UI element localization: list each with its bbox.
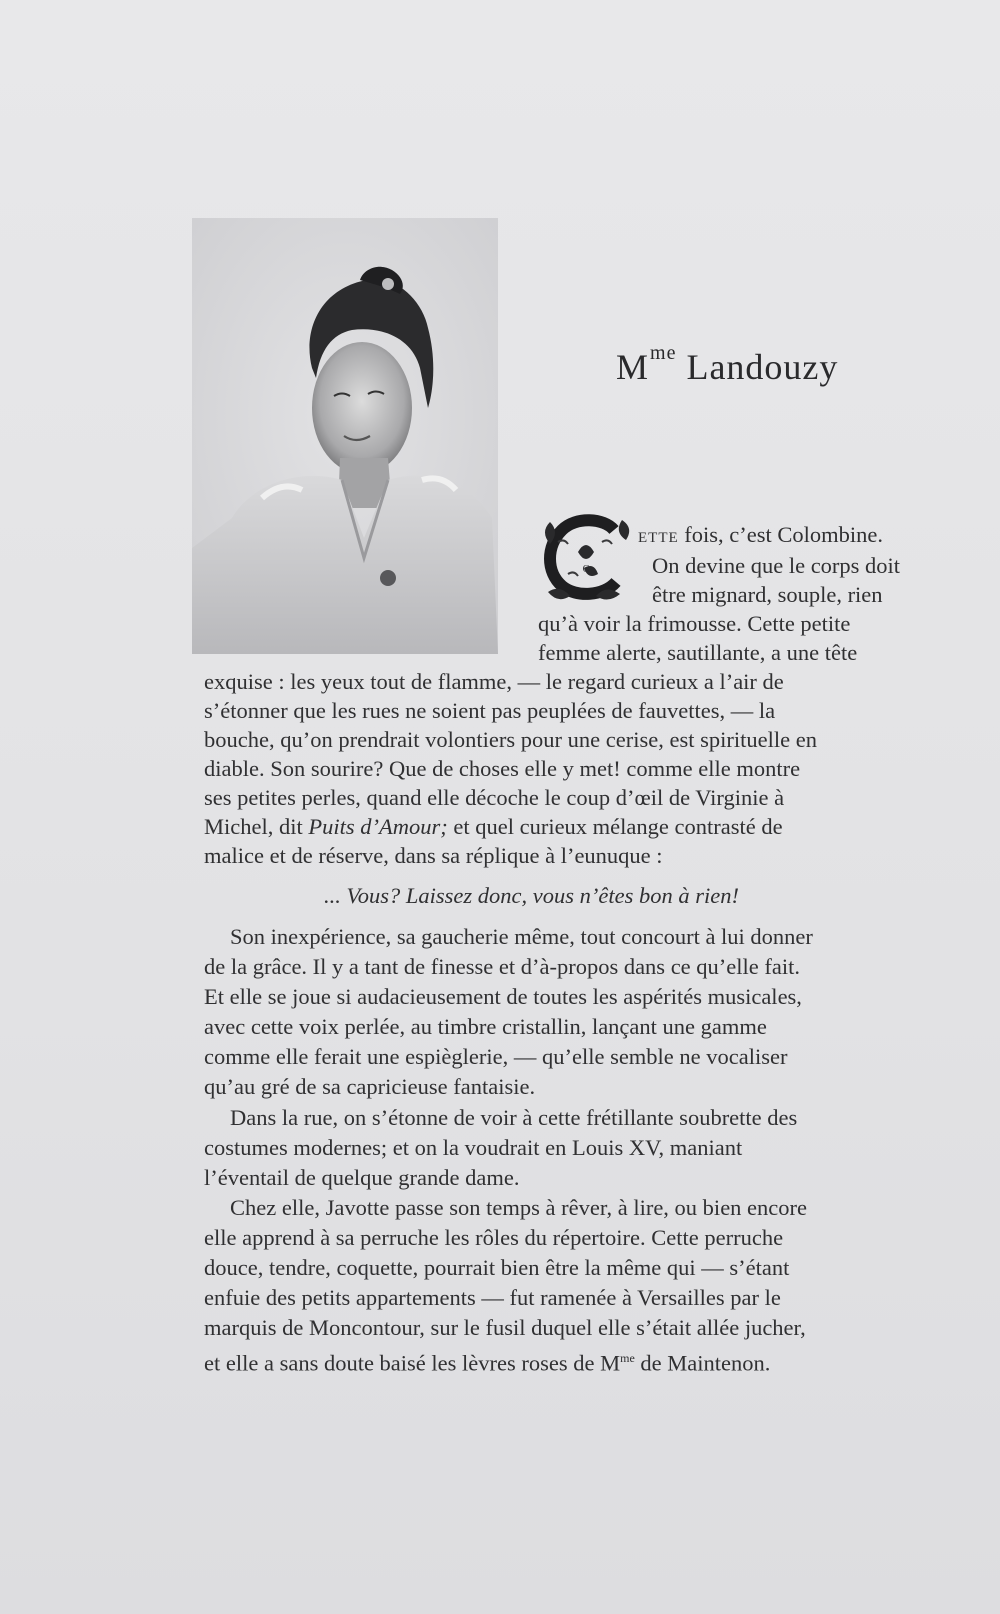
dropcap-letter: C — [582, 564, 590, 575]
para3-line: costumes modernes; et on la voudrait en Louis XV, maniant — [204, 1135, 743, 1160]
para4-line: Chez elle, Javotte passe son temps à rêver, à lire, ou bien encore — [230, 1195, 808, 1220]
para1-line: exquise : les yeux tout de flamme, — le regard curieux a l’air de — [204, 669, 784, 694]
para1-line: diable. Son sourire? Que de choses elle y met! comme elle montre — [204, 756, 801, 781]
intro-smallcaps: ETTE — [638, 530, 679, 546]
title-name: Landouzy — [686, 347, 839, 387]
intro-line-1 — [638, 520, 883, 553]
decorative-dropcap-c — [538, 512, 634, 602]
para3-line: Dans la rue, on s’étonne de voir à cette frétillante soubrette des — [230, 1105, 798, 1130]
para1-line-6: Michel, dit Puits d’Amour; et quel curieux mélange contrasté de — [204, 814, 783, 839]
para1-line: s’étonner que les rues ne soient pas peuplées de fauvettes, — la — [204, 698, 776, 723]
title-prefix: M — [616, 347, 650, 387]
para1-line: ses petites perles, quand elle décoche le coup d’œil de Virginie à — [204, 785, 785, 810]
para4-line: marquis de Moncontour, sur le fusil duquel elle s’était allée jucher, — [204, 1315, 806, 1340]
intro-line-1-rest: fois, c’est Colombine. — [678, 522, 884, 547]
para4-last-line: et elle a sans doute baisé les lèvres roses de $M^{me}$ de Maintenon. — [204, 1350, 771, 1376]
title-superscript: me — [650, 342, 677, 364]
page-title — [616, 342, 839, 388]
para2-line: qu’au gré de sa capricieuse fantaisie. — [204, 1074, 536, 1099]
para2-line: comme elle ferait une espièglerie, — qu’elle semble ne vocaliser — [204, 1044, 788, 1069]
quote-line: ... Vous? Laissez donc, vous n’êtes bon à rien! — [324, 883, 739, 908]
para4-line: douce, tendre, coquette, pourrait bien être la même qui — s’étant — [204, 1255, 790, 1280]
intro-line-2: On devine que le corps doit — [652, 553, 901, 578]
intro-line-3: être mignard, souple, rien — [652, 582, 883, 607]
portrait-photo — [192, 218, 498, 654]
para2-line: avec cette voix perlée, au timbre cristallin, lançant une gamme — [204, 1014, 767, 1039]
para3-line: l’éventail de quelque grande dame. — [204, 1165, 520, 1190]
superscript: me — [620, 1351, 635, 1365]
intro-line-5: femme alerte, sautillante, a une tête — [538, 640, 858, 665]
italic-title: Puits d’Amour; — [308, 814, 448, 839]
para2-line: Et elle se joue si audacieusement de toutes les aspérités musicales, — [204, 984, 802, 1009]
para2-line: Son inexpérience, sa gaucherie même, tout concourt à lui donner — [230, 924, 813, 949]
para1-line: malice et de réserve, dans sa réplique à l’eunuque : — [204, 843, 663, 868]
para4-line: enfuie des petits appartements — fut ramenée à Versailles par le — [204, 1285, 781, 1310]
para2-line: de la grâce. Il y a tant de finesse et d’à-propos dans ce qu’elle fait. — [204, 954, 800, 979]
para4-line: elle apprend à sa perruche les rôles du répertoire. Cette perruche — [204, 1225, 784, 1250]
para1-line: bouche, qu’on prendrait volontiers pour une cerise, est spirituelle en — [204, 727, 817, 752]
intro-line-4: qu’à voir la frimousse. Cette petite — [538, 611, 851, 636]
